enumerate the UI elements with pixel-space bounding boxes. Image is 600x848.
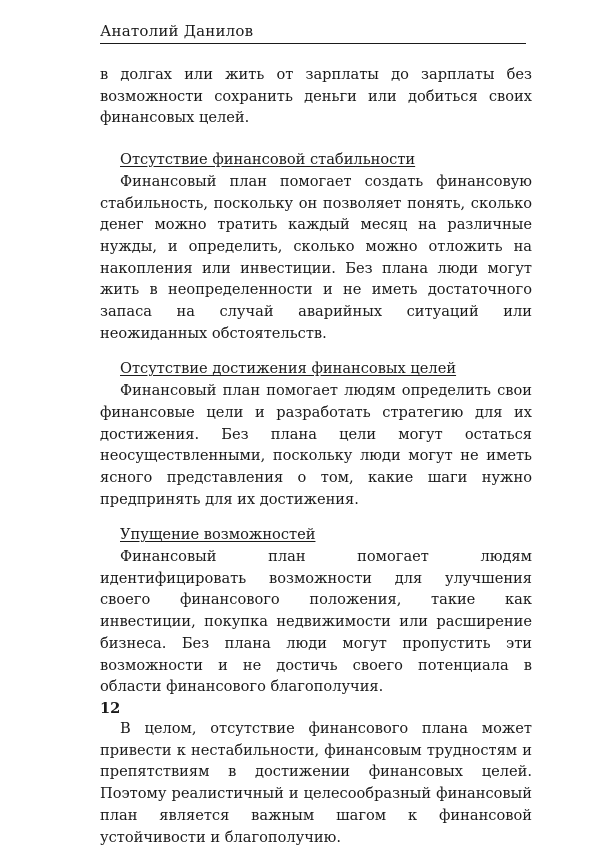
intro-paragraph: в долгах или жить от зарплаты до зарплаты без возможности сохранить деньги или добиться своих финансовых целей. [100, 66, 532, 127]
page-number: 12 [100, 700, 121, 717]
running-header-author: Анатолий Данилов [100, 22, 526, 44]
section-paragraph: Финансовый план помогает создать финансовую стабильность, поскольку он позволяет понять, сколько денег можно тратить каждый месяц на различные нужды, и определить, сколько можно отложить на накопления или инвестиции. Без плана люди могут жить в неопределенности и не иметь достаточного запаса на случай аварийных ситуаций или неожиданных обстоятельств. [100, 172, 532, 342]
section-paragraph: Финансовый план помогает людям определить свои финансовые цели и разработать стратегию для их достижения. Без плана цели могут остаться неосуществленными, поскольку люди могут не иметь ясного представления о том, какие шаги нужно предпринять для их достижения. [100, 382, 532, 508]
section-heading: Отсутствие достижения финансовых целей [120, 360, 457, 378]
section-paragraph: Финансовый план помогает людям идентифицировать возможности для улучшения своего финансового положения, такие как инвестиции, покупка недвижимости или расширение бизнеса. Без плана люди могут пропустить эти возможности и не достичь своего потенциала в области финансового благополучия. [100, 548, 532, 696]
section-financial-goals [100, 358, 532, 510]
section-heading: Упущение возможностей [120, 526, 316, 544]
page-body [100, 64, 532, 848]
section-financial-stability [100, 149, 532, 344]
section-heading: Отсутствие финансовой стабильности [120, 151, 416, 169]
section-missed-opportunities [100, 524, 532, 698]
conclusion-paragraph: В целом, отсутствие финансового плана может привести к нестабильности, финансовым трудностям и препятствиям в достижении финансовых целей. Поэтому реалистичный и целесообразный финансовый план является важным шагом к финансовой устойчивости и благополучию. [100, 719, 532, 846]
